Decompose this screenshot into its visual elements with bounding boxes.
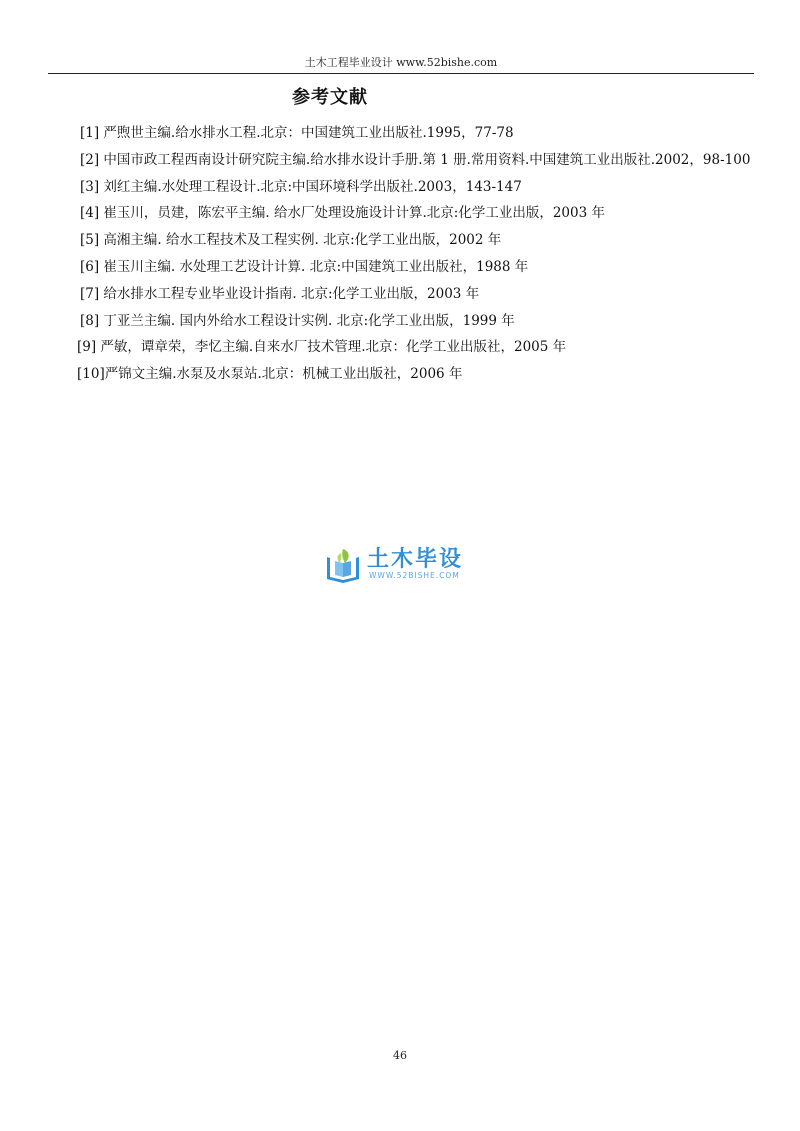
reference-item: [10]严锦文主编.水泵及水泵站.北京：机械工业出版社，2006 年 <box>77 366 463 383</box>
section-title: 参考文献 <box>292 87 368 108</box>
header-divider <box>48 73 754 74</box>
reference-list <box>52 120 752 388</box>
reference-item: [8] 丁亚兰主编. 国内外给水工程设计实例. 北京:化学工业出版，1999 年 <box>80 312 515 329</box>
page-header: 土木工程毕业设计 www.52bishe.com <box>304 56 498 69</box>
reference-item: [5] 高湘主编. 给水工程技术及工程实例. 北京:化学工业出版，2002 年 <box>80 232 502 249</box>
page-number: 46 <box>393 1049 407 1062</box>
reference-item: [2] 中国市政工程西南设计研究院主编.给水排水设计手册.第 1 册.常用资料.中国建筑工业出版社.2002，98-100 <box>80 151 751 168</box>
reference-item: [3] 刘红主编.水处理工程设计.北京:中国环境科学出版社.2003，143-147 <box>80 178 522 195</box>
reference-item: [7] 给水排水工程专业毕业设计指南. 北京:化学工业出版，2003 年 <box>80 285 480 302</box>
site-logo <box>323 547 483 587</box>
book-leaf-icon <box>323 547 363 585</box>
reference-item: [1] 严煦世主编.给水排水工程.北京：中国建筑工业出版社.1995，77-78 <box>80 125 514 141</box>
logo-url: WWW.52BISHE.COM <box>369 571 460 580</box>
reference-item: [9] 严敏，谭章荣，李忆主编.自来水厂技术管理.北京：化学工业出版社，2005 年 <box>77 339 567 356</box>
reference-item: [4] 崔玉川，员建，陈宏平主编. 给水厂处理设施设计计算.北京:化学工业出版，2003 年 <box>80 205 605 222</box>
reference-item: [6] 崔玉川主编. 水处理工艺设计计算. 北京:中国建筑工业出版社，1988 年 <box>80 258 529 275</box>
logo-name: 土木毕设 <box>367 547 464 572</box>
